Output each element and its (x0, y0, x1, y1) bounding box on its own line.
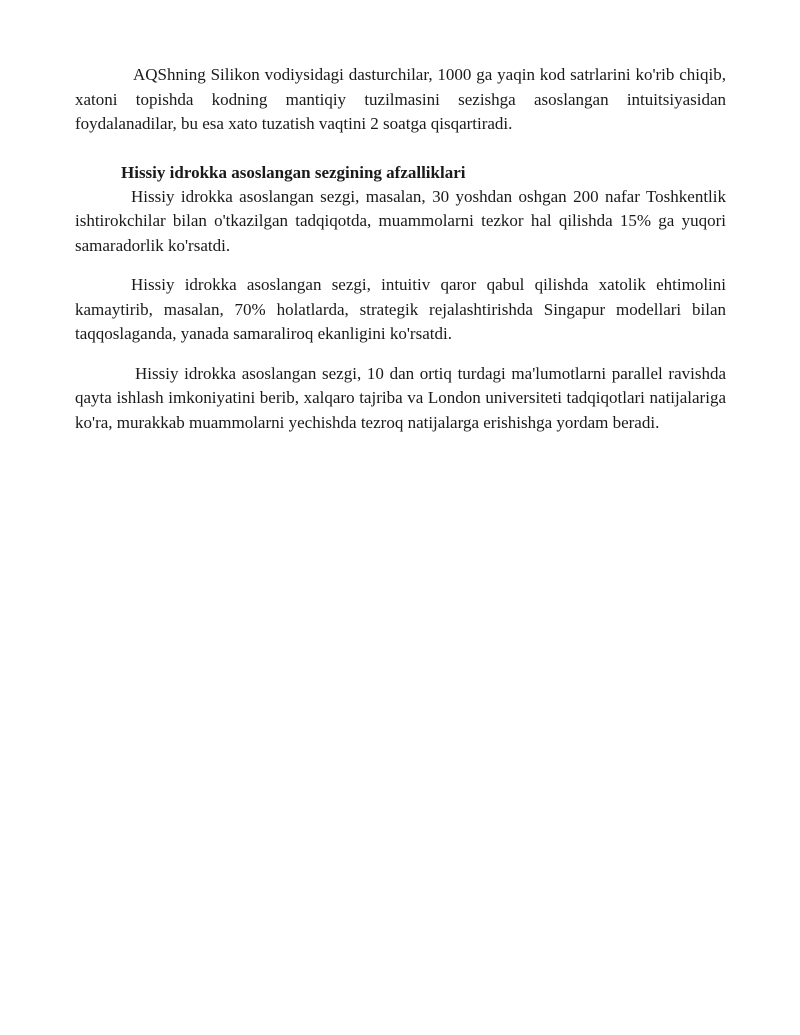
section-heading: Hissiy idrokka asoslangan sezgining afzalliklari (121, 162, 466, 182)
paragraph-silicon-valley: AQShning Silikon vodiysidagi dasturchilar, 1000 ga yaqin kod satrlarini ko'rib chiqib, xatoni topishda kodning mantiqiy tuzilmasini sezishga asoslangan intuitsiyasidan foydalanadilar, bu esa xato tuzatish vaqtini 2 soatga qisqartiradi. (75, 65, 726, 133)
paragraph-parallel-processing: Hissiy idrokka asoslangan sezgi, 10 dan ortiq turdagi ma'lumotlarni parallel ravishda qayta ishlash imkoniyatini berib, xalqaro tajriba va London universiteti tadqiqotlari natijalariga ko'ra, murakkab muammolarni yechishda tezroq natijalarga erishishga yordam beradi. (75, 363, 726, 432)
paragraph-decision-making: Hissiy idrokka asoslangan sezgi, intuitiv qaror qabul qilishda xatolik ehtimolini kamaytirib, masalan, 70% holatlarda, strategik rejalashtirishda Singapur modellari bilan taqqoslaganda, yanada samaraliroq ekanligini ko'rsatdi. (75, 275, 726, 343)
document-page (75, 63, 726, 435)
paragraph-tashkent-study: Hissiy idrokka asoslangan sezgi, masalan, 30 yoshdan oshgan 200 nafar Toshkentlik ishtirokchilar bilan o'tkazilgan tadqiqotda, muammolarni tezkor hal qilishda 15% ga yuqori samaradorlik ko'rsatdi. (75, 186, 726, 255)
